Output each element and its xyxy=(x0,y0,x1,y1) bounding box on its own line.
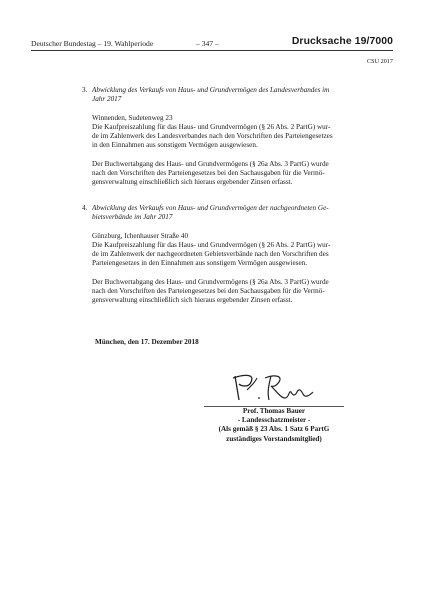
address: Winnenden, Sudetenweg 23 xyxy=(92,114,173,123)
text-line: Die Kaufpreiszahlung für das Haus- und Grundvermögen (§ 26 Abs. 2 PartG) wur- xyxy=(92,123,331,132)
page-number: – 347 – xyxy=(196,39,219,48)
paragraph xyxy=(92,241,384,268)
signer-block xyxy=(190,407,358,444)
heading-line: Jahr 2017 xyxy=(92,95,122,104)
text-line: Die Kaufpreiszahlung für das Haus- und Grundvermögen (§ 26 Abs. 2 PartG) wur- xyxy=(92,241,331,250)
text-line: nach den Vorschriften des Parteiengesetzes bei den Sachausgaben für die Vermö- xyxy=(92,286,325,295)
signer-note: (Als gemäß § 23 Abs. 1 Satz 6 PartG xyxy=(218,425,330,434)
header-publication: Deutscher Bundestag – 19. Wahlperiode xyxy=(31,39,154,48)
text-line: nach den Vorschriften des Parteiengesetzes bei den Sachausgaben für die Vermö- xyxy=(92,168,325,177)
text-line: de im Zahlenwerk des Landesverbandes nach den Vorschriften des Parteiengesetzes xyxy=(92,132,333,141)
date-line: München, den 17. Dezember 2018 xyxy=(95,338,199,346)
text-line: Parteiengesetzes in den Einnahmen aus sonstigem Vermögen ausgewiesen. xyxy=(92,259,308,268)
section-3 xyxy=(92,86,384,187)
heading-line: Abwicklung des Verkaufs von Haus- und Grundvermögen des Landesverbandes im xyxy=(92,86,330,94)
paragraph xyxy=(92,278,384,305)
signer-role: - Landesschatzmeister - xyxy=(237,416,311,425)
text-line: gensverwaltung einschließlich sich hieraus ergebender Zinsen erfasst. xyxy=(92,295,293,304)
section-number: 4. xyxy=(82,204,88,212)
handwritten-signature xyxy=(225,370,325,411)
signer-note: zuständiges Vorstandsmitglied) xyxy=(226,434,322,443)
text-line: in den Einnahmen aus sonstigem Vermögen ausgewiesen. xyxy=(92,141,258,150)
section-heading xyxy=(92,86,384,104)
heading-line: Abwicklung des Verkaufs von Haus- und Grundvermögen der nachgeordneten Ge- xyxy=(92,204,329,212)
text-line: Der Buchwertabgang des Haus- und Grundvermögens (§ 26a Abs. 3 PartG) wurde xyxy=(92,159,329,168)
paragraph xyxy=(92,160,384,187)
text-line: de im Zahlenwerk der nachgeordneten Gebietsverbände nach den Vorschriften des xyxy=(92,250,329,259)
section-heading xyxy=(92,204,384,222)
address: Günzburg, Ichenhauser Straße 40 xyxy=(92,232,189,241)
section-number: 3. xyxy=(82,86,88,94)
heading-line: bietsverbände im Jahr 2017 xyxy=(92,213,173,222)
drucksache-number: Drucksache 19/7000 xyxy=(291,36,393,47)
text-line: Der Buchwertabgang des Haus- und Grundvermögens (§ 26a Abs. 3 PartG) wurde xyxy=(92,277,329,286)
text-line: gensverwaltung einschließlich sich hieraus ergebender Zinsen erfasst. xyxy=(92,177,293,186)
section-4 xyxy=(92,204,384,305)
header-rule xyxy=(31,50,393,51)
paragraph xyxy=(92,123,384,150)
signer-name: Prof. Thomas Bauer xyxy=(242,407,306,415)
party-year-tag: CSU 2017 xyxy=(367,58,393,65)
